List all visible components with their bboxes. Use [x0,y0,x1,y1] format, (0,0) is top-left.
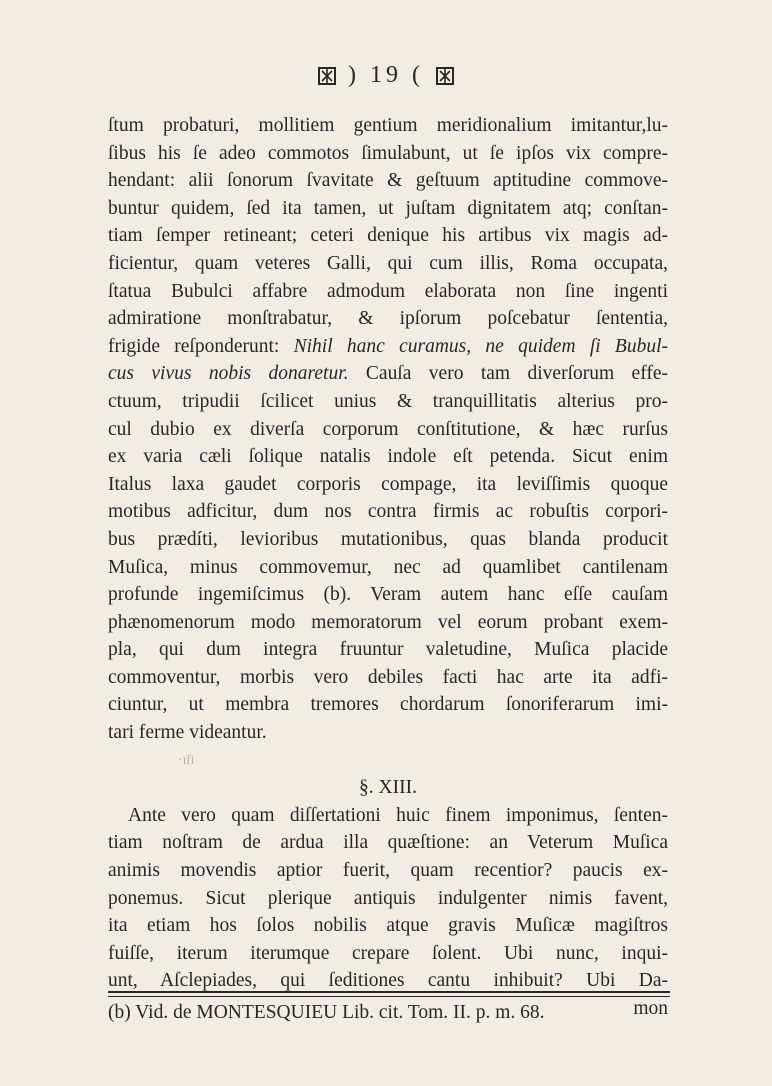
page-header [0,62,772,89]
text-line: buntur quidem, ſed ita tamen, ut juſtam dignitatem atq; conſtan- [108,197,668,219]
text-line: ciuntur, ut membra tremores chordarum ſonoriferarum imi- [108,694,668,716]
text-line: profunde ingemiſcimus (b). Veram autem hanc eſſe cauſam [108,584,668,606]
header-bracket-right: ( [412,62,424,88]
latin-quote-cont: cus vivus nobis donaretur. [108,363,349,385]
text-line: ſtum probaturi, mollitiem gentium meridionalium imitantur,lu- [108,115,668,136]
text-line: ponemus. Sicut plerique antiquis indulgenter nimis favent, [108,887,668,909]
text-line [108,333,668,361]
text-line: ficientur, quam veteres Galli, qui cum illis, Roma occupata, [108,252,668,274]
text-line: ſtatua Bubulci affabre admodum elaborata non ſine ingenti [108,280,668,302]
main-text [108,112,668,1023]
header-bracket-left: ) [348,62,360,88]
text-line: animis movendis aptior fuerit, quam recentior? paucis ex- [108,860,668,882]
text-line: Ante vero quam diſſertationi huic finem imponimus, ſenten- [128,804,668,826]
text-line: phænomenorum modo memoratorum vel eorum probant exem- [108,611,668,633]
text-line: fuiſſe, iterum iterumque crepare ſolent. Ubi nunc, inqui- [108,942,668,964]
text-line: tiam noſtram de ardua illa quæſtione: an Veterum Muſica [108,832,668,854]
text-line: ex varia cæli ſolique natalis indole eſt petenda. Sicut enim [108,446,668,468]
text-line [108,360,668,388]
text-line: tiam ſemper retineant; ceteri denique his artibus vix magis ad- [108,225,668,247]
fleuron-right-icon [434,65,456,87]
text-line: ita etiam hos ſolos nobilis atque gravis Muſicæ magiſtros [108,915,668,937]
text-line: Muſica, minus commovemur, nec ad quamlibet cantilenam [108,556,668,578]
footnote-rule [108,991,670,997]
catchword: mon [633,998,668,1019]
text-line: tari ferme videantur. [108,722,267,744]
fleuron-left-icon [316,65,338,87]
text-line: commoventur, morbis vero debiles facti hac arte ita adfi- [108,666,668,688]
text-line: bus prædíti, levioribus mutationibus, quas blanda producit [108,528,668,550]
section-title: §. XIII. [359,777,417,799]
text-line: cul dubio ex diverſa corporum conſtitutione, & hæc rurſus [108,418,668,440]
text-line: pla, qui dum integra fruuntur valetudine, Muſica placide [108,639,668,661]
latin-quote: Nihil hanc curamus, ne quidem ſi Bubul- [293,335,668,357]
footnote: (b) Vid. de MONTESQUIEU Lib. cit. Tom. II. p. m. 68. [108,1002,545,1023]
text-run: frigide reſponderunt: [108,335,280,357]
text-line: Italus laxa gaudet corporis compage, ita leviſſimis quoque [108,473,668,495]
text-line: admiratione monſtrabatur, & ipſorum poſcebatur ſententia, [108,308,668,330]
text-line: hendant: alii ſonorum ſvavitate & geſtuum aptitudine commove- [108,170,668,192]
text-line: motibus adficitur, dum nos contra firmis ac robuſtis corpori- [108,501,668,523]
stray-mark: ·ıſi [178,752,195,768]
text-line: ſibus his ſe adeo commotos ſimulabunt, ut ſe ipſos vix compre- [108,142,668,164]
page-number: 19 [370,62,402,88]
text-line: unt, Aſclepiades, qui ſeditiones cantu inhibuit? Ubi Da- [108,970,668,992]
text-run: Cauſa vero tam diverſorum effe- [348,363,668,385]
text-line: ctuum, tripudii ſcilicet unius & tranquillitatis alterius pro- [108,390,668,412]
